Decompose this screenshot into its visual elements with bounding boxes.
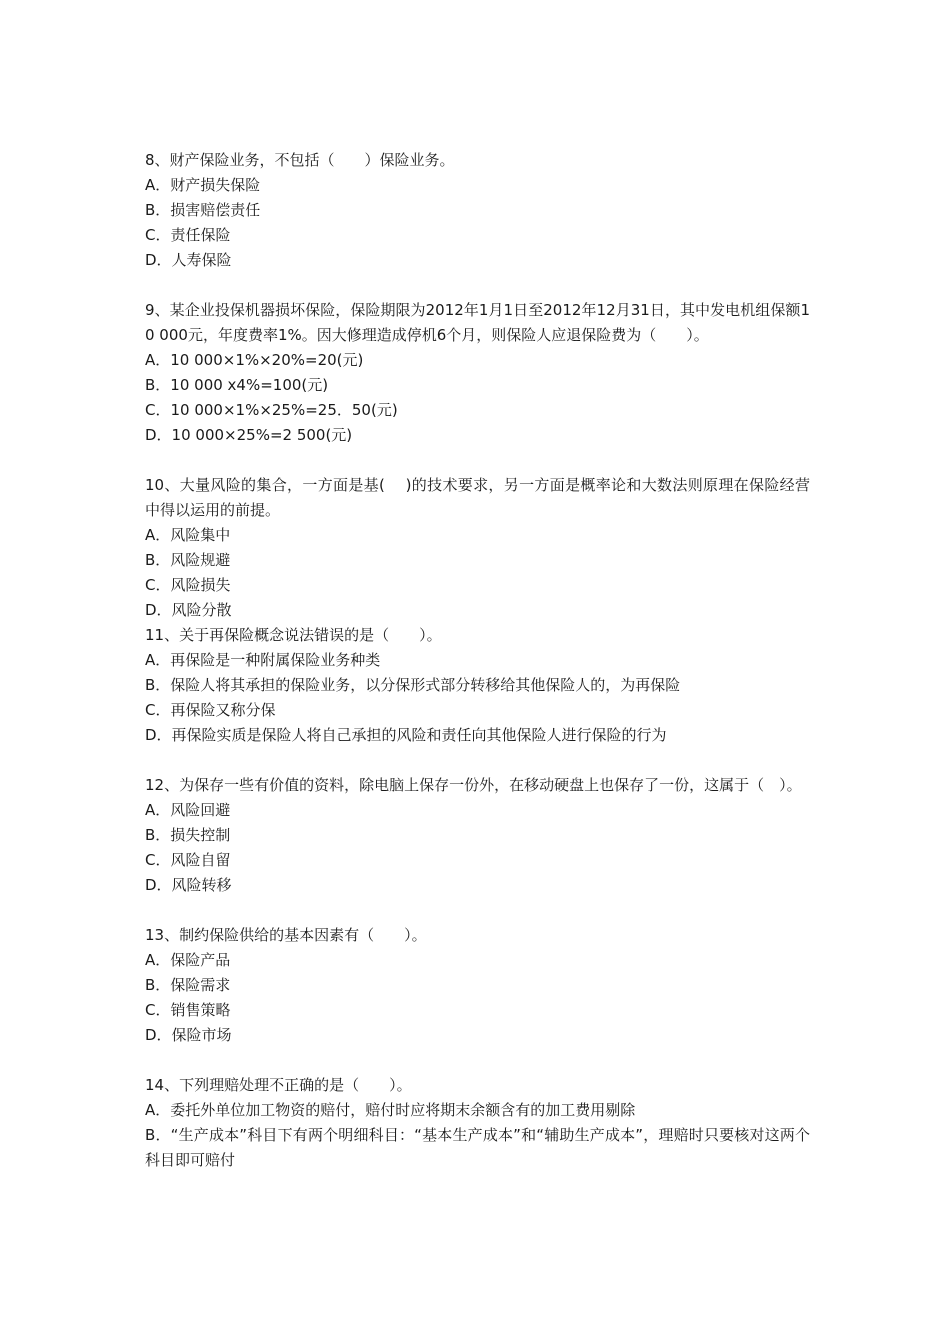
question-stem: 10、大量风险的集合，一方面是基( )的技术要求，另一方面是概率论和大数法则原理在保险经营中得以运用的前提。 xyxy=(145,476,810,519)
option-a: A．风险回避 xyxy=(145,801,231,819)
question-stem: 9、某企业投保机器损坏保险，保险期限为2012年1月1日至2012年12月31日，其中发电机组保额10 000元，年度费率1%。因大修理造成停机6个月，则保险人应退保险费为（ ）。 xyxy=(145,301,810,344)
question-14 xyxy=(145,1073,810,1173)
option-b: B．保险需求 xyxy=(145,976,231,994)
option-c: C．再保险又称分保 xyxy=(145,701,276,719)
question-13 xyxy=(145,923,810,1048)
option-a: A．委托外单位加工物资的赔付，赔付时应将期末余额含有的加工费用剔除 xyxy=(145,1101,636,1119)
question-9 xyxy=(145,298,810,448)
question-stem: 14、下列理赔处理不正确的是（ ）。 xyxy=(145,1076,412,1094)
question-stem: 11、关于再保险概念说法错误的是（ ）。 xyxy=(145,626,442,644)
document-page xyxy=(145,148,810,1173)
option-b: B．损失控制 xyxy=(145,826,231,844)
option-b: B．保险人将其承担的保险业务，以分保形式部分转移给其他保险人的，为再保险 xyxy=(145,676,681,694)
option-c: C．10 000×1%×25%=25．50(元) xyxy=(145,401,398,419)
option-d: D．保险市场 xyxy=(145,1026,232,1044)
option-c: C．责任保险 xyxy=(145,226,231,244)
option-c: C．风险自留 xyxy=(145,851,231,869)
question-12 xyxy=(145,773,810,898)
option-b: B．“生产成本”科目下有两个明细科目：“基本生产成本”和“辅助生产成本”，理赔时只要核对这两个科目即可赔付 xyxy=(145,1126,810,1169)
option-a: A．财产损失保险 xyxy=(145,176,261,194)
option-d: D．人寿保险 xyxy=(145,251,232,269)
question-8 xyxy=(145,148,810,273)
option-d: D．风险转移 xyxy=(145,876,232,894)
option-a: A．保险产品 xyxy=(145,951,231,969)
option-b: B．损害赔偿责任 xyxy=(145,201,261,219)
option-b: B．风险规避 xyxy=(145,551,231,569)
option-d: D．10 000×25%=2 500(元) xyxy=(145,426,353,444)
option-a: A．风险集中 xyxy=(145,526,231,544)
question-stem: 13、制约保险供给的基本因素有（ ）。 xyxy=(145,926,427,944)
option-a: A．再保险是一种附属保险业务种类 xyxy=(145,651,381,669)
question-stem: 8、财产保险业务，不包括（ ）保险业务。 xyxy=(145,151,455,169)
question-stem: 12、为保存一些有价值的资料，除电脑上保存一份外，在移动硬盘上也保存了一份，这属于（ ）。 xyxy=(145,776,802,794)
question-11 xyxy=(145,623,810,748)
option-c: C．风险损失 xyxy=(145,576,231,594)
option-c: C．销售策略 xyxy=(145,1001,231,1019)
option-d: D．风险分散 xyxy=(145,601,232,619)
option-a: A．10 000×1%×20%=20(元) xyxy=(145,351,364,369)
option-d: D．再保险实质是保险人将自己承担的风险和责任向其他保险人进行保险的行为 xyxy=(145,726,667,744)
option-b: B．10 000 x4%=100(元) xyxy=(145,376,329,394)
question-10 xyxy=(145,473,810,623)
